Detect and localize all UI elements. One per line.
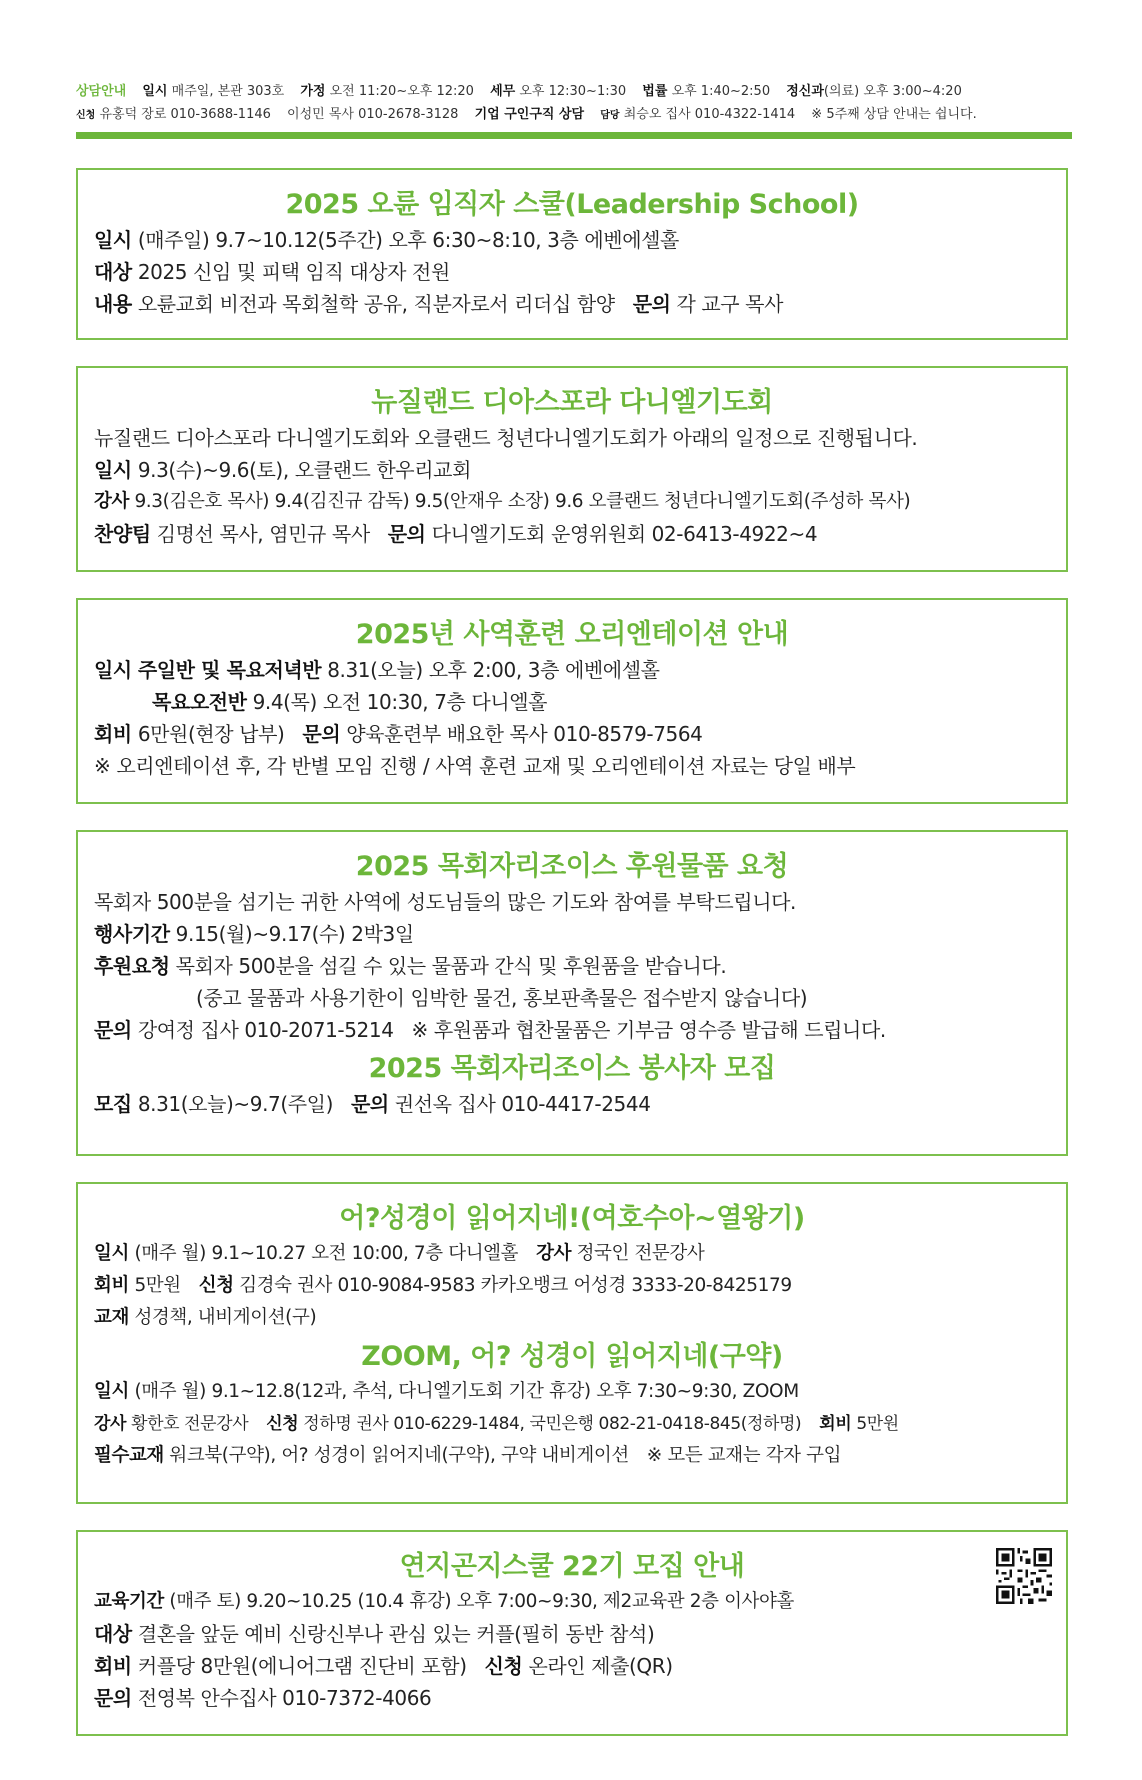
field-value: 8.31(오늘) 오후 2:00, 3층 에벤에셀홀 bbox=[327, 658, 660, 682]
consult-header bbox=[76, 80, 1076, 127]
field-key: 신청 bbox=[484, 1654, 523, 1678]
consult-key: 기업 구인구직 상담 bbox=[474, 107, 585, 122]
consult-key: 가정 bbox=[300, 84, 326, 99]
field-value: (매주 토) 9.20~10.25 (10.4 휴강) 오후 7:00~9:30, 제2교육관 2층 이사야홀 bbox=[169, 1591, 794, 1612]
field-key: 후원요청 bbox=[94, 954, 170, 978]
field-value: 목회자 500분을 섬길 수 있는 물품과 간식 및 후원품을 받습니다. bbox=[175, 954, 727, 978]
field-key: 모집 bbox=[94, 1092, 132, 1116]
field-key: 찬양팀 bbox=[94, 522, 151, 546]
section-title: 2025 오륜 임직자 스쿨(Leadership School) bbox=[285, 189, 859, 220]
contact: 유홍덕 장로 010-3688-1146 bbox=[99, 107, 271, 122]
consult-line-1 bbox=[76, 80, 1076, 103]
field-value: 정국인 전문강사 bbox=[576, 1243, 705, 1264]
field-value: 5만원 bbox=[856, 1414, 899, 1434]
field-key: 일시 bbox=[94, 658, 132, 682]
section-note: ※ 오리엔테이션 후, 각 반별 모임 진행 / 사역 훈련 교재 및 오리엔테이션 자료는 당일 배부 bbox=[94, 754, 856, 778]
field-key: 필수교재 bbox=[94, 1445, 164, 1466]
field-value: 권선옥 집사 010-4417-2544 bbox=[394, 1092, 651, 1116]
field-value: 성경책, 내비게이션(구) bbox=[134, 1307, 317, 1328]
field-key: 일시 bbox=[94, 458, 132, 482]
section-subtitle: ZOOM, 어? 성경이 읽어지네(구약) bbox=[361, 1341, 783, 1372]
header-divider bbox=[76, 132, 1072, 139]
section-leadership-school bbox=[76, 168, 1068, 340]
field-key: 교재 bbox=[94, 1307, 129, 1328]
consult-value: 오전 11:20~오후 12:20 bbox=[329, 84, 474, 99]
field-value: 5만원 bbox=[134, 1275, 181, 1296]
section-title: 어?성경이 읽어지네!(여호수아~열왕기) bbox=[339, 1203, 805, 1234]
consult-line-2 bbox=[76, 103, 1076, 127]
field-key: 신청 bbox=[198, 1275, 234, 1296]
field-key: 교육기간 bbox=[94, 1591, 164, 1612]
field-value: (중고 물품과 사용기한이 임박한 물건, 홍보판촉물은 접수받지 않습니다) bbox=[196, 986, 808, 1010]
section-note: ※ 후원품과 협찬물품은 기부금 영수증 발급해 드립니다. bbox=[411, 1018, 886, 1042]
field-value: 9.15(월)~9.17(수) 2박3일 bbox=[175, 922, 414, 946]
field-value: 워크북(구약), 어? 성경이 읽어지네(구약), 구약 내비게이션 bbox=[169, 1445, 629, 1466]
field-value: 김경숙 권사 010-9084-9583 카카오뱅크 어성경 3333-20-8425179 bbox=[239, 1275, 792, 1296]
field-value: 8.31(오늘)~9.7(주일) bbox=[137, 1092, 333, 1116]
field-key: 강사 bbox=[94, 1414, 127, 1434]
field-key: 문의 bbox=[94, 1018, 132, 1042]
field-value: (매주 월) 9.1~10.27 오전 10:00, 7층 다니엘홀 bbox=[134, 1243, 519, 1264]
field-value: 강여정 집사 010-2071-5214 bbox=[137, 1018, 394, 1042]
field-value: 각 교구 목사 bbox=[676, 292, 784, 316]
field-value: 양육훈련부 배요한 목사 010-8579-7564 bbox=[346, 722, 703, 746]
consult-value: 매주일, 본관 303호 bbox=[171, 84, 285, 99]
field-value: 전영복 안수집사 010-7372-4066 bbox=[137, 1686, 432, 1710]
section-intro: 목회자 500분을 섬기는 귀한 사역에 성도님들의 많은 기도와 참여를 부탁드립니다. bbox=[94, 890, 796, 914]
section-title: 뉴질랜드 디아스포라 다니엘기도회 bbox=[371, 387, 773, 418]
section-couples-school bbox=[76, 1530, 1068, 1736]
qr-code-icon[interactable] bbox=[996, 1548, 1052, 1604]
manager-label: 담당 bbox=[600, 110, 620, 121]
field-key: 주일반 및 목요저녁반 bbox=[137, 658, 322, 682]
field-value: (매주일) 9.7~10.12(5주간) 오후 6:30~8:10, 3층 에벤에셀홀 bbox=[137, 228, 679, 252]
field-value: 온라인 제출(QR) bbox=[528, 1654, 673, 1678]
field-key: 내용 bbox=[94, 292, 132, 316]
consult-key: 일시 bbox=[142, 84, 168, 99]
section-subtitle: 2025 목회자리조이스 봉사자 모집 bbox=[368, 1053, 776, 1084]
field-key: 신청 bbox=[266, 1414, 299, 1434]
field-key: 문의 bbox=[632, 292, 671, 316]
section-note: ※ 모든 교재는 각자 구입 bbox=[646, 1445, 842, 1466]
field-key: 일시 bbox=[94, 1381, 129, 1402]
apply-label: 신청 bbox=[76, 110, 96, 121]
field-key: 목요오전반 bbox=[152, 690, 247, 714]
section-intro: 뉴질랜드 디아스포라 다니엘기도회와 오클랜드 청년다니엘기도회가 아래의 일정으로 진행됩니다. bbox=[94, 426, 918, 450]
consult-key: 정신과 bbox=[786, 84, 824, 99]
field-value: (매주 월) 9.1~12.8(12과, 추석, 다니엘기도회 기간 휴강) 오후 7:30~9:30, ZOOM bbox=[134, 1381, 799, 1402]
field-value: 정하명 권사 010-6229-1484, 국민은행 082-21-0418-845(정하명) bbox=[303, 1414, 802, 1434]
field-key: 문의 bbox=[94, 1686, 132, 1710]
contact: 이성민 목사 010-2678-3128 bbox=[287, 107, 459, 122]
field-key: 회비 bbox=[94, 722, 132, 746]
field-key: 일시 bbox=[94, 228, 132, 252]
consult-key: 세무 bbox=[490, 84, 516, 99]
field-key: 강사 bbox=[536, 1243, 572, 1264]
consult-value: 오후 12:30~1:30 bbox=[519, 84, 627, 99]
field-value: 황한호 전문강사 bbox=[131, 1414, 249, 1434]
consult-value: (의료) 오후 3:00~4:20 bbox=[823, 84, 962, 99]
field-key: 회비 bbox=[94, 1654, 132, 1678]
field-key: 문의 bbox=[387, 522, 426, 546]
section-ministry-orientation bbox=[76, 598, 1068, 804]
field-value: 결혼을 앞둔 예비 신랑신부나 관심 있는 커플(필히 동반 참석) bbox=[137, 1622, 655, 1646]
field-key: 행사기간 bbox=[94, 922, 170, 946]
section-title: 2025 목회자리조이스 후원물품 요청 bbox=[355, 851, 789, 882]
field-value: 9.4(목) 오전 10:30, 7층 다니엘홀 bbox=[252, 690, 548, 714]
section-pastor-rejoice bbox=[76, 830, 1068, 1156]
field-value: 다니엘기도회 운영위원회 02-6413-4922~4 bbox=[431, 522, 818, 546]
note: ※ 5주째 상담 안내는 쉽니다. bbox=[811, 107, 977, 122]
consult-key: 법률 bbox=[642, 84, 668, 99]
field-key: 일시 bbox=[94, 1243, 129, 1264]
field-key: 대상 bbox=[94, 1622, 132, 1646]
field-value: 김명선 목사, 염민규 목사 bbox=[156, 522, 370, 546]
field-key: 문의 bbox=[351, 1092, 389, 1116]
field-key: 강사 bbox=[94, 491, 129, 512]
field-key: 문의 bbox=[302, 722, 341, 746]
consult-value: 오후 1:40~2:50 bbox=[671, 84, 771, 99]
section-title: 연지곤지스쿨 22기 모집 안내 bbox=[399, 1551, 745, 1582]
section-bible-reading bbox=[76, 1182, 1068, 1504]
field-value: 커플당 8만원(에니어그램 진단비 포함) bbox=[137, 1654, 467, 1678]
field-value: 6만원(현장 납부) bbox=[137, 722, 285, 746]
section-daniel-prayer bbox=[76, 366, 1068, 572]
field-value: 2025 신임 및 피택 임직 대상자 전원 bbox=[137, 260, 450, 284]
section-title: 2025년 사역훈련 오리엔테이션 안내 bbox=[355, 619, 789, 650]
field-key: 회비 bbox=[819, 1414, 852, 1434]
field-key: 회비 bbox=[94, 1275, 129, 1296]
contact: 최승오 집사 010-4322-1414 bbox=[623, 107, 796, 122]
field-key: 대상 bbox=[94, 260, 132, 284]
field-value: 9.3(김은호 목사) 9.4(김진규 감독) 9.5(안재우 소장) 9.6 오클랜드 청년다니엘기도회(주성하 목사) bbox=[134, 491, 911, 512]
consult-label: 상담안내 bbox=[76, 84, 127, 99]
field-value: 오륜교회 비전과 목회철학 공유, 직분자로서 리더십 함양 bbox=[137, 292, 615, 316]
field-value: 9.3(수)~9.6(토), 오클랜드 한우리교회 bbox=[137, 458, 471, 482]
